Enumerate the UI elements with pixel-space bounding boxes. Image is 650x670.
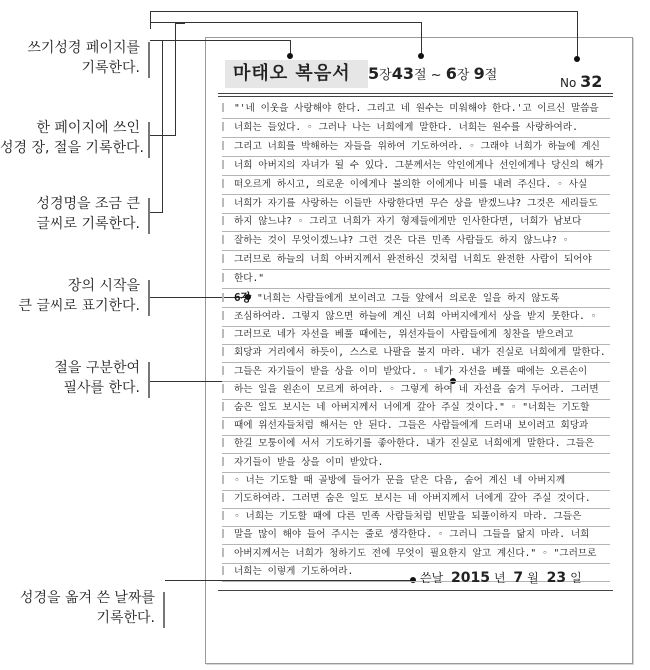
annotation-page-record [0,38,140,78]
annotation-verse-split [0,358,140,398]
annotation-line: 성경명을 조금 큰 [36,196,140,212]
text-line-content: "'네 이웃을 사랑해야 한다. 그리고 네 원수는 미워해야 한다.'고 이르신 말씀을 [234,103,599,114]
text-line-content: 회당과 거리에서 하듯이, 스스로 나팔을 불지 마라. 내가 진실로 너희에게 말한다. [234,347,606,359]
annotation-line: 쓰기성경 페이지를 [27,40,140,56]
annotation-book-title [0,194,140,234]
line-marker [222,420,230,429]
text-line-content: 너희는 들었다. ◦ 그러나 나는 너희에게 말한다. 너희는 원수를 사랑하여라. [234,121,578,133]
connector-dot [287,53,293,59]
connector-line [150,11,578,12]
annotation-date [0,588,155,628]
annotation-line: 한 페이지에 쓰인 [36,120,140,136]
connector-line [175,23,185,24]
verse-end-unit: 절 [484,68,498,83]
footer-rule [218,590,613,591]
verse-range [368,64,497,83]
text-line [222,472,610,491]
chapter-end-unit: 장 [456,68,470,83]
page-number [560,72,602,91]
line-marker [222,311,230,320]
annotation-bar [148,362,150,398]
line-marker [222,141,230,150]
chapter-start-marker: 6장 [234,291,252,304]
text-line-content: 떠오르게 하시고, 의로운 이에게나 불의한 이에게나 비를 내려 주신다. ◦ 사실 [234,178,588,190]
text-line [222,232,610,251]
line-marker [222,235,230,244]
line-marker [222,293,230,302]
text-line [222,119,610,138]
line-marker [222,438,230,447]
date-year-unit: 년 [493,571,506,585]
text-line-content: 자기들이 받을 상을 이미 받았다. [234,456,384,468]
text-line-content: 너희가 자기를 사랑하는 이들만 사랑한다면 무슨 상을 받겠느냐? 그것은 세리들도 [234,197,598,209]
text-line-content: 기도하여라. 그러면 숨은 일도 보시는 네 아버지께서 너에게 갚아 주실 것이다. [234,493,591,504]
text-line-content: "너희는 사람들에게 보이려고 그들 앞에서 의로운 일을 하지 않도록 [257,293,560,304]
connector-line [150,11,151,29]
annotation-line: 기록한다. [81,60,140,76]
line-marker [222,366,230,375]
annotation-bar [163,592,165,628]
date-month-unit: 월 [527,571,539,585]
annotation-line: 장의 시작을 [67,278,140,294]
annotation-line: 필사를 한다. [63,380,140,396]
line-marker [222,493,230,502]
text-line-content: 너희 아버지의 자녀가 될 수 있다. 그분께서는 악인에게나 선인에게나 당신의 해가 [234,159,604,171]
text-line [222,344,610,363]
line-marker [222,103,230,112]
annotation-line: 글씨로 기록한다. [36,216,140,232]
line-marker [222,548,230,557]
line-marker [222,329,230,338]
text-line [222,270,610,289]
text-line [222,308,610,327]
text-line [222,176,610,195]
text-line-content: 한다." [234,273,265,285]
range-tilde: ~ [430,68,442,83]
verse-start-unit: 절 [413,68,427,83]
text-line [222,289,610,308]
connector-dot [418,53,424,59]
line-marker [222,179,230,188]
chapter-end: 6 [445,64,457,83]
line-marker [222,122,230,131]
text-line-content: 숨은 일도 보시는 네 아버지께서 너에게 갚아 주실 것이다." ◦ "너희는 기도할 [234,402,590,413]
connector-line [162,40,163,213]
text-line [222,100,610,119]
text-line-content: 그리고 너희를 박해하는 자들을 위하여 기도하여라. ◦ 그래야 너희가 하늘에 계신 [234,140,600,152]
text-line-content: ◦ 너는 기도할 때 골방에 들어가 문을 닫은 다음, 숨어 계신 네 아버지께 [234,474,566,486]
connector-line [150,40,291,41]
page-number-label: No [560,76,577,90]
line-marker [222,347,230,356]
text-line [222,213,610,232]
text-line-content: 때에 위선자들처럼 해서는 안 된다. 그들은 사람들에게 드러내 보이려고 회당과 [234,420,589,432]
text-line-content: 그러므로 네가 자선을 베풀 때에는, 위선자들이 사람들에게 칭찬을 받으려고 [234,329,574,341]
text-line [222,157,610,176]
line-marker [222,254,230,263]
text-line [222,508,610,527]
text-line-content: 너희는 이렇게 기도하여라. [234,565,354,577]
line-marker [222,475,230,484]
line-marker [222,566,230,575]
annotation-bar [148,122,150,158]
line-marker [222,511,230,520]
text-line-content: 조심하여라. 그렇지 않으면 하늘에 계신 너희 아버지에게서 상을 받지 못한다. ◦ [234,311,597,322]
date-month: 7 [513,570,524,586]
connector-line [150,212,162,213]
text-line [222,454,610,473]
page-number-value: 32 [580,72,603,91]
annotation-chapter-start [0,276,140,316]
annotation-bar [148,42,150,78]
book-title: 마태오 복음서 [225,60,368,88]
text-line-content: 그들은 자기들이 받을 상을 이미 받았다. ◦ 네가 자선을 베풀 때에는 오른손이 [234,365,588,377]
date-day: 23 [546,570,567,586]
annotation-bar [148,198,150,234]
verse-end: 9 [473,64,485,83]
text-line-content: 아버지께서는 너희가 청하기도 전에 무엇이 필요한지 알고 계신다." ◦ "그러므로 [234,547,597,559]
text-line-content: 하지 않느냐? ◦ 그리고 너희가 자기 형제들에게만 인사한다면, 너희가 남보다 [234,216,582,228]
chapter-start-unit: 장 [379,68,392,83]
connector-line [150,22,422,23]
text-line-content: 그러므로 하늘의 너희 아버지께서 완전하신 것처럼 너희도 완전한 사람이 되어야 [234,254,592,266]
annotation-line: 기록한다. [96,610,155,626]
text-line [222,545,610,564]
annotation-line: 성경을 옮겨 쓴 날짜를 [19,590,155,606]
text-line [222,251,610,270]
annotation-line: 성경 장, 절을 기록한다. [0,140,144,156]
text-line [222,417,610,436]
connector-line [421,22,422,56]
line-marker [222,457,230,466]
line-marker [222,216,230,225]
written-date [420,569,582,586]
text-line [222,138,610,157]
verse-start: 43 [391,64,414,83]
line-marker [222,198,230,207]
chapter-start: 5 [368,64,380,83]
text-line-content: 말을 많이 해야 들어 주시는 줄로 생각한다. ◦ 그러니 그들을 닮지 마라. 너희 [234,529,590,541]
header-rule [218,93,613,94]
text-line [222,526,610,545]
annotation-line: 큰 글씨로 표기한다. [18,298,140,314]
text-line [222,326,610,345]
text-line [222,490,610,509]
line-marker [222,384,230,393]
text-line [222,381,610,400]
line-marker [222,529,230,538]
connector-line [175,23,176,136]
annotation-line: 절을 구분한여 [54,360,140,376]
text-line [222,363,610,382]
line-marker [222,160,230,169]
connector-dot [574,56,580,62]
text-line [222,399,610,418]
date-label: 쓴날 [420,571,444,585]
text-line-content: ◦ 너희는 기도할 때에 다른 민족 사람들처럼 빈말을 되풀이하지 마라. 그들은 [234,511,582,523]
date-year: 2015 [451,570,490,586]
annotation-chapter-verse [0,118,144,158]
text-line [222,435,610,454]
connector-line [577,11,578,59]
text-line-content: 하는 일을 왼손이 모르게 하여라. ◦ 그렇게 하여 네 자선을 숨겨 두어라. 그러면 [234,383,599,395]
text-line [222,195,610,214]
date-day-unit: 일 [570,571,582,585]
text-line-content: 한길 모퉁이에 서서 기도하기를 좋아한다. 내가 진실로 너희에게 말한다. 그들은 [234,438,595,450]
text-line-content: 잘하는 것이 무엇이겠느냐? 그런 것은 다른 민족 사람들도 하지 않느냐? ◦ [234,235,569,247]
header-rule [218,96,613,97]
line-marker [222,402,230,411]
line-marker [222,273,230,282]
annotation-bar [148,280,150,316]
